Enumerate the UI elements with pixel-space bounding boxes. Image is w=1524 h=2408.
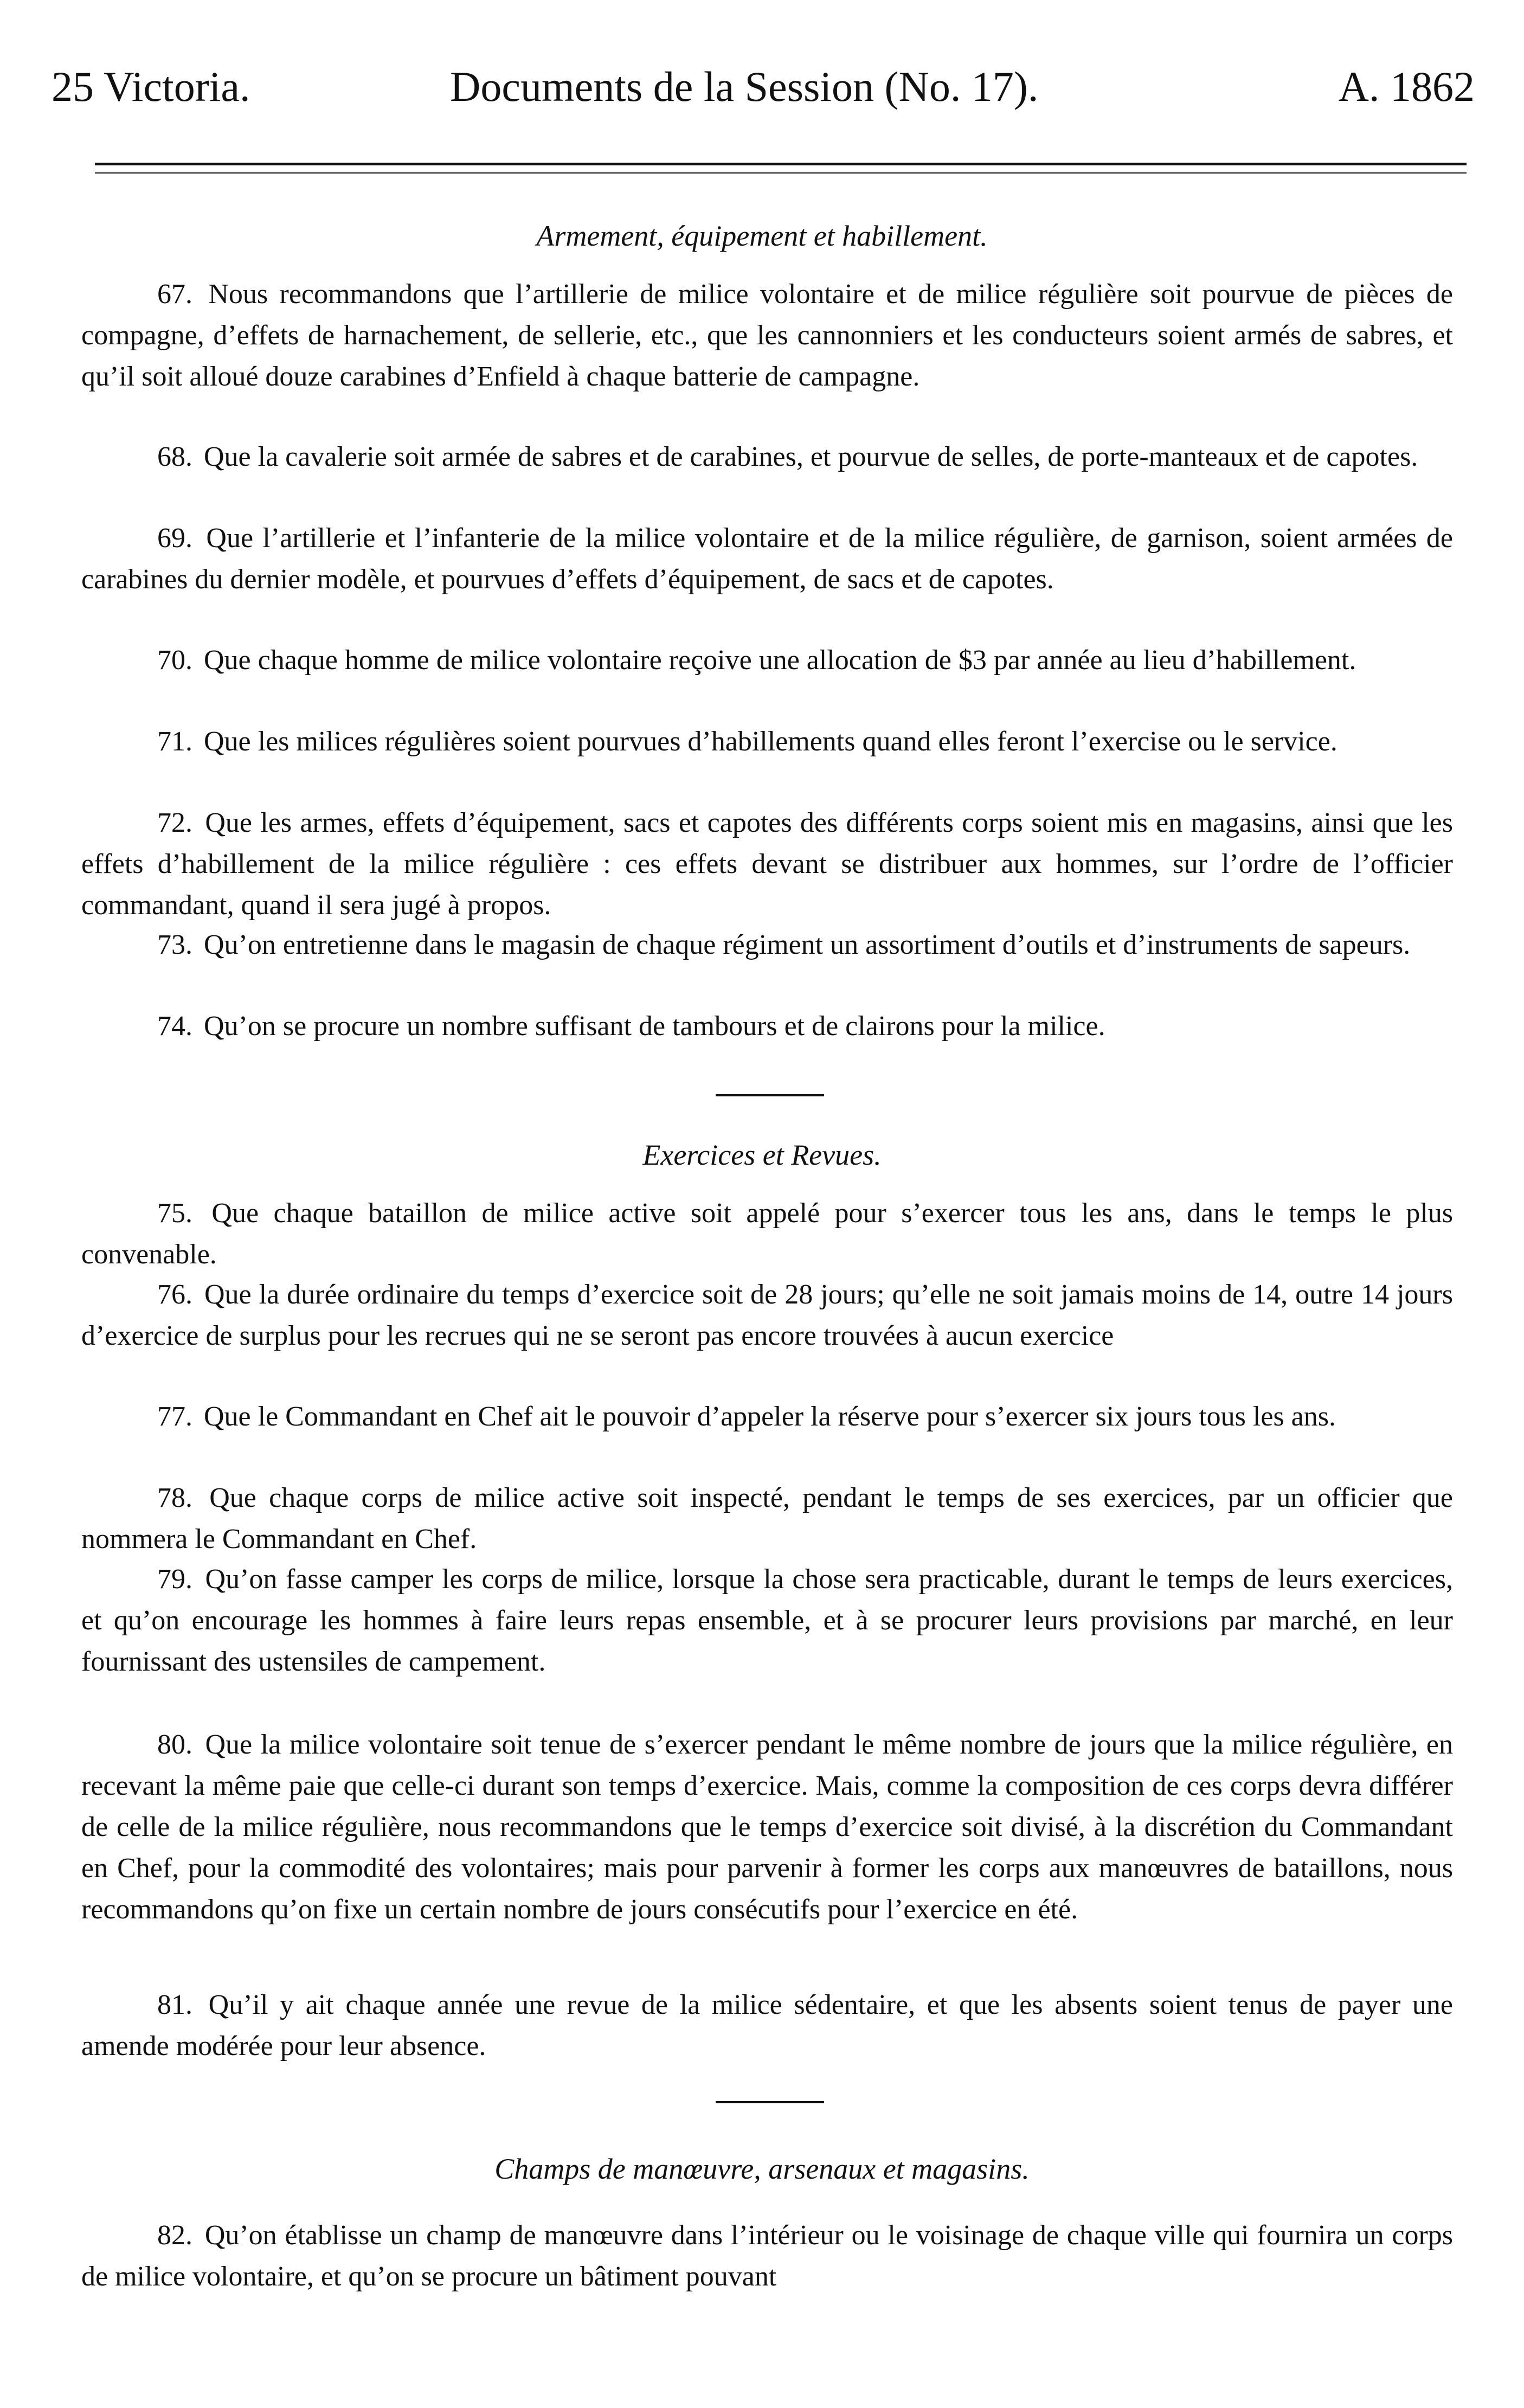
section-heading-exercices: Exercices et Revues. — [642, 1139, 882, 1171]
paragraph-number: 67. — [157, 279, 192, 310]
section-divider — [716, 1094, 824, 1096]
paragraph-number: 81. — [157, 1989, 192, 2020]
paragraph-71 — [81, 721, 1453, 762]
section-divider — [716, 2101, 824, 2103]
paragraph-text: Qu’on se procure un nombre suffisant de tambours et de clairons pour la milice. — [204, 1011, 1105, 1042]
paragraph-76 — [81, 1274, 1453, 1357]
paragraph-text: Que les armes, effets d’équipement, sacs et capotes des différents corps soient mis en magasins, ainsi que les effets d’habillement de la milice régulière : ces effets devant se distribuer aux hommes, sur l’ordre de l’officier commandant, quand il sera jugé à propos. — [81, 807, 1454, 921]
paragraph-number: 79. — [157, 1564, 192, 1595]
paragraph-80 — [81, 1724, 1453, 1930]
paragraph-number: 75. — [157, 1198, 192, 1229]
paragraph-text: Qu’on entretienne dans le magasin de chaque régiment un assortiment d’outils et d’instruments de sapeurs. — [204, 929, 1411, 960]
paragraph-number: 68. — [157, 441, 192, 472]
paragraph-number: 70. — [157, 645, 192, 676]
paragraph-text: Que la durée ordinaire du temps d’exercice soit de 28 jours; qu’elle ne soit jamais moins de 14, outre 14 jours d’exercice de surplus pour les recrues qui ne se seront pas encore trouvées à aucun exercice — [81, 1279, 1453, 1351]
paragraph-number: 78. — [157, 1482, 192, 1513]
header-year: A. 1862 — [1338, 63, 1475, 110]
paragraph-75 — [81, 1193, 1453, 1275]
paragraph-number: 74. — [157, 1011, 192, 1042]
paragraph-text: Qu’il y ait chaque année une revue de la milice sédentaire, et que les absents soient tenus de payer une amende modérée pour leur absence. — [81, 1989, 1454, 2062]
paragraph-text: Qu’on fasse camper les corps de milice, lorsque la chose sera practicable, durant le temps de leurs exercices, et qu’on encourage les hommes à faire leurs repas ensemble, et à se procurer leurs provisions par marché, en leur fournissant des ustensiles de campement. — [81, 1564, 1453, 1677]
header-rule-thick — [95, 163, 1467, 165]
header-volume: 25 Victoria. — [52, 63, 250, 110]
paragraph-number: 76. — [157, 1279, 192, 1310]
section-heading-armement: Armement, équipement et habillement. — [536, 220, 988, 252]
paragraph-text: Nous recommandons que l’artillerie de milice volontaire et de milice régulière soit pourvue de pièces de compagne, d’effets de harnachement, de sellerie, etc., que les cannonniers et les conducteurs soient armés de sabres, et qu’il soit alloué douze carabines d’Enfield à chaque batterie de campagne. — [81, 279, 1454, 392]
header-title: Documents de la Session (No. 17). — [450, 63, 1039, 110]
paragraph-74 — [81, 1006, 1453, 1047]
paragraph-81 — [81, 1985, 1453, 2067]
running-head — [52, 60, 1475, 114]
paragraph-77 — [81, 1396, 1453, 1437]
paragraph-text: Que chaque homme de milice volontaire reçoive une allocation de $3 par année au lieu d’habillement. — [204, 645, 1356, 676]
paragraph-70 — [81, 640, 1453, 681]
paragraph-number: 72. — [157, 807, 192, 838]
paragraph-82 — [81, 2215, 1453, 2297]
paragraph-text: Que chaque corps de milice active soit inspecté, pendant le temps de ses exercices, par un officier que nommera le Commandant en Chef. — [81, 1482, 1453, 1555]
paragraph-67 — [81, 274, 1453, 397]
paragraph-68 — [81, 436, 1453, 478]
paragraph-number: 73. — [157, 929, 192, 960]
paragraph-72 — [81, 802, 1453, 926]
paragraph-number: 82. — [157, 2220, 192, 2251]
paragraph-78 — [81, 1478, 1453, 1560]
paragraph-text: Que le Commandant en Chef ait le pouvoir d’appeler la réserve pour s’exercer six jours tous les ans. — [204, 1401, 1336, 1432]
paragraph-text: Qu’on établisse un champ de manœuvre dans l’intérieur ou le voisinage de chaque ville qui fournira un corps de milice volontaire, et qu’on se procure un bâtiment pouvant — [81, 2220, 1454, 2292]
section-heading-champs: Champs de manœuvre, arsenaux et magasins. — [494, 2153, 1030, 2185]
paragraph-text: Que chaque bataillon de milice active soit appelé pour s’exercer tous les ans, dans le temps le plus convenable. — [81, 1198, 1454, 1270]
paragraph-79 — [81, 1559, 1453, 1683]
paragraph-text: Que les milices régulières soient pourvues d’habillements quand elles feront l’exercise ou le service. — [204, 726, 1337, 757]
paragraph-number: 77. — [157, 1401, 192, 1432]
paragraph-number: 80. — [157, 1729, 192, 1760]
paragraph-69 — [81, 518, 1453, 600]
paragraph-text: Que la cavalerie soit armée de sabres et de carabines, et pourvue de selles, de porte-manteaux et de capotes. — [204, 441, 1418, 472]
header-rule-thin — [95, 172, 1467, 174]
paragraph-73 — [81, 924, 1453, 966]
paragraph-text: Que l’artillerie et l’infanterie de la milice volontaire et de la milice régulière, de garnison, soient armées de carabines du dernier modèle, et pourvues d’effets d’équipement, de sacs et de capotes. — [81, 523, 1454, 595]
paragraph-text: Que la milice volontaire soit tenue de s’exercer pendant le même nombre de jours que la milice régulière, en recevant la même paie que celle-ci durant son temps d’exercice. Mais, comme la composition de ces corps devra différer de celle de la milice régulière, nous recommandons que le temps d’exercice soit divisé, à la discrétion du Commandant en Chef, pour la commodité des volontaires; mais pour parvenir à former les corps aux manœuvres de bataillons, nous recommandons qu’on fixe un certain nombre de jours consécutifs pour l’exercice en été. — [81, 1729, 1454, 1925]
paragraph-number: 71. — [157, 726, 192, 757]
paragraph-number: 69. — [157, 523, 192, 554]
